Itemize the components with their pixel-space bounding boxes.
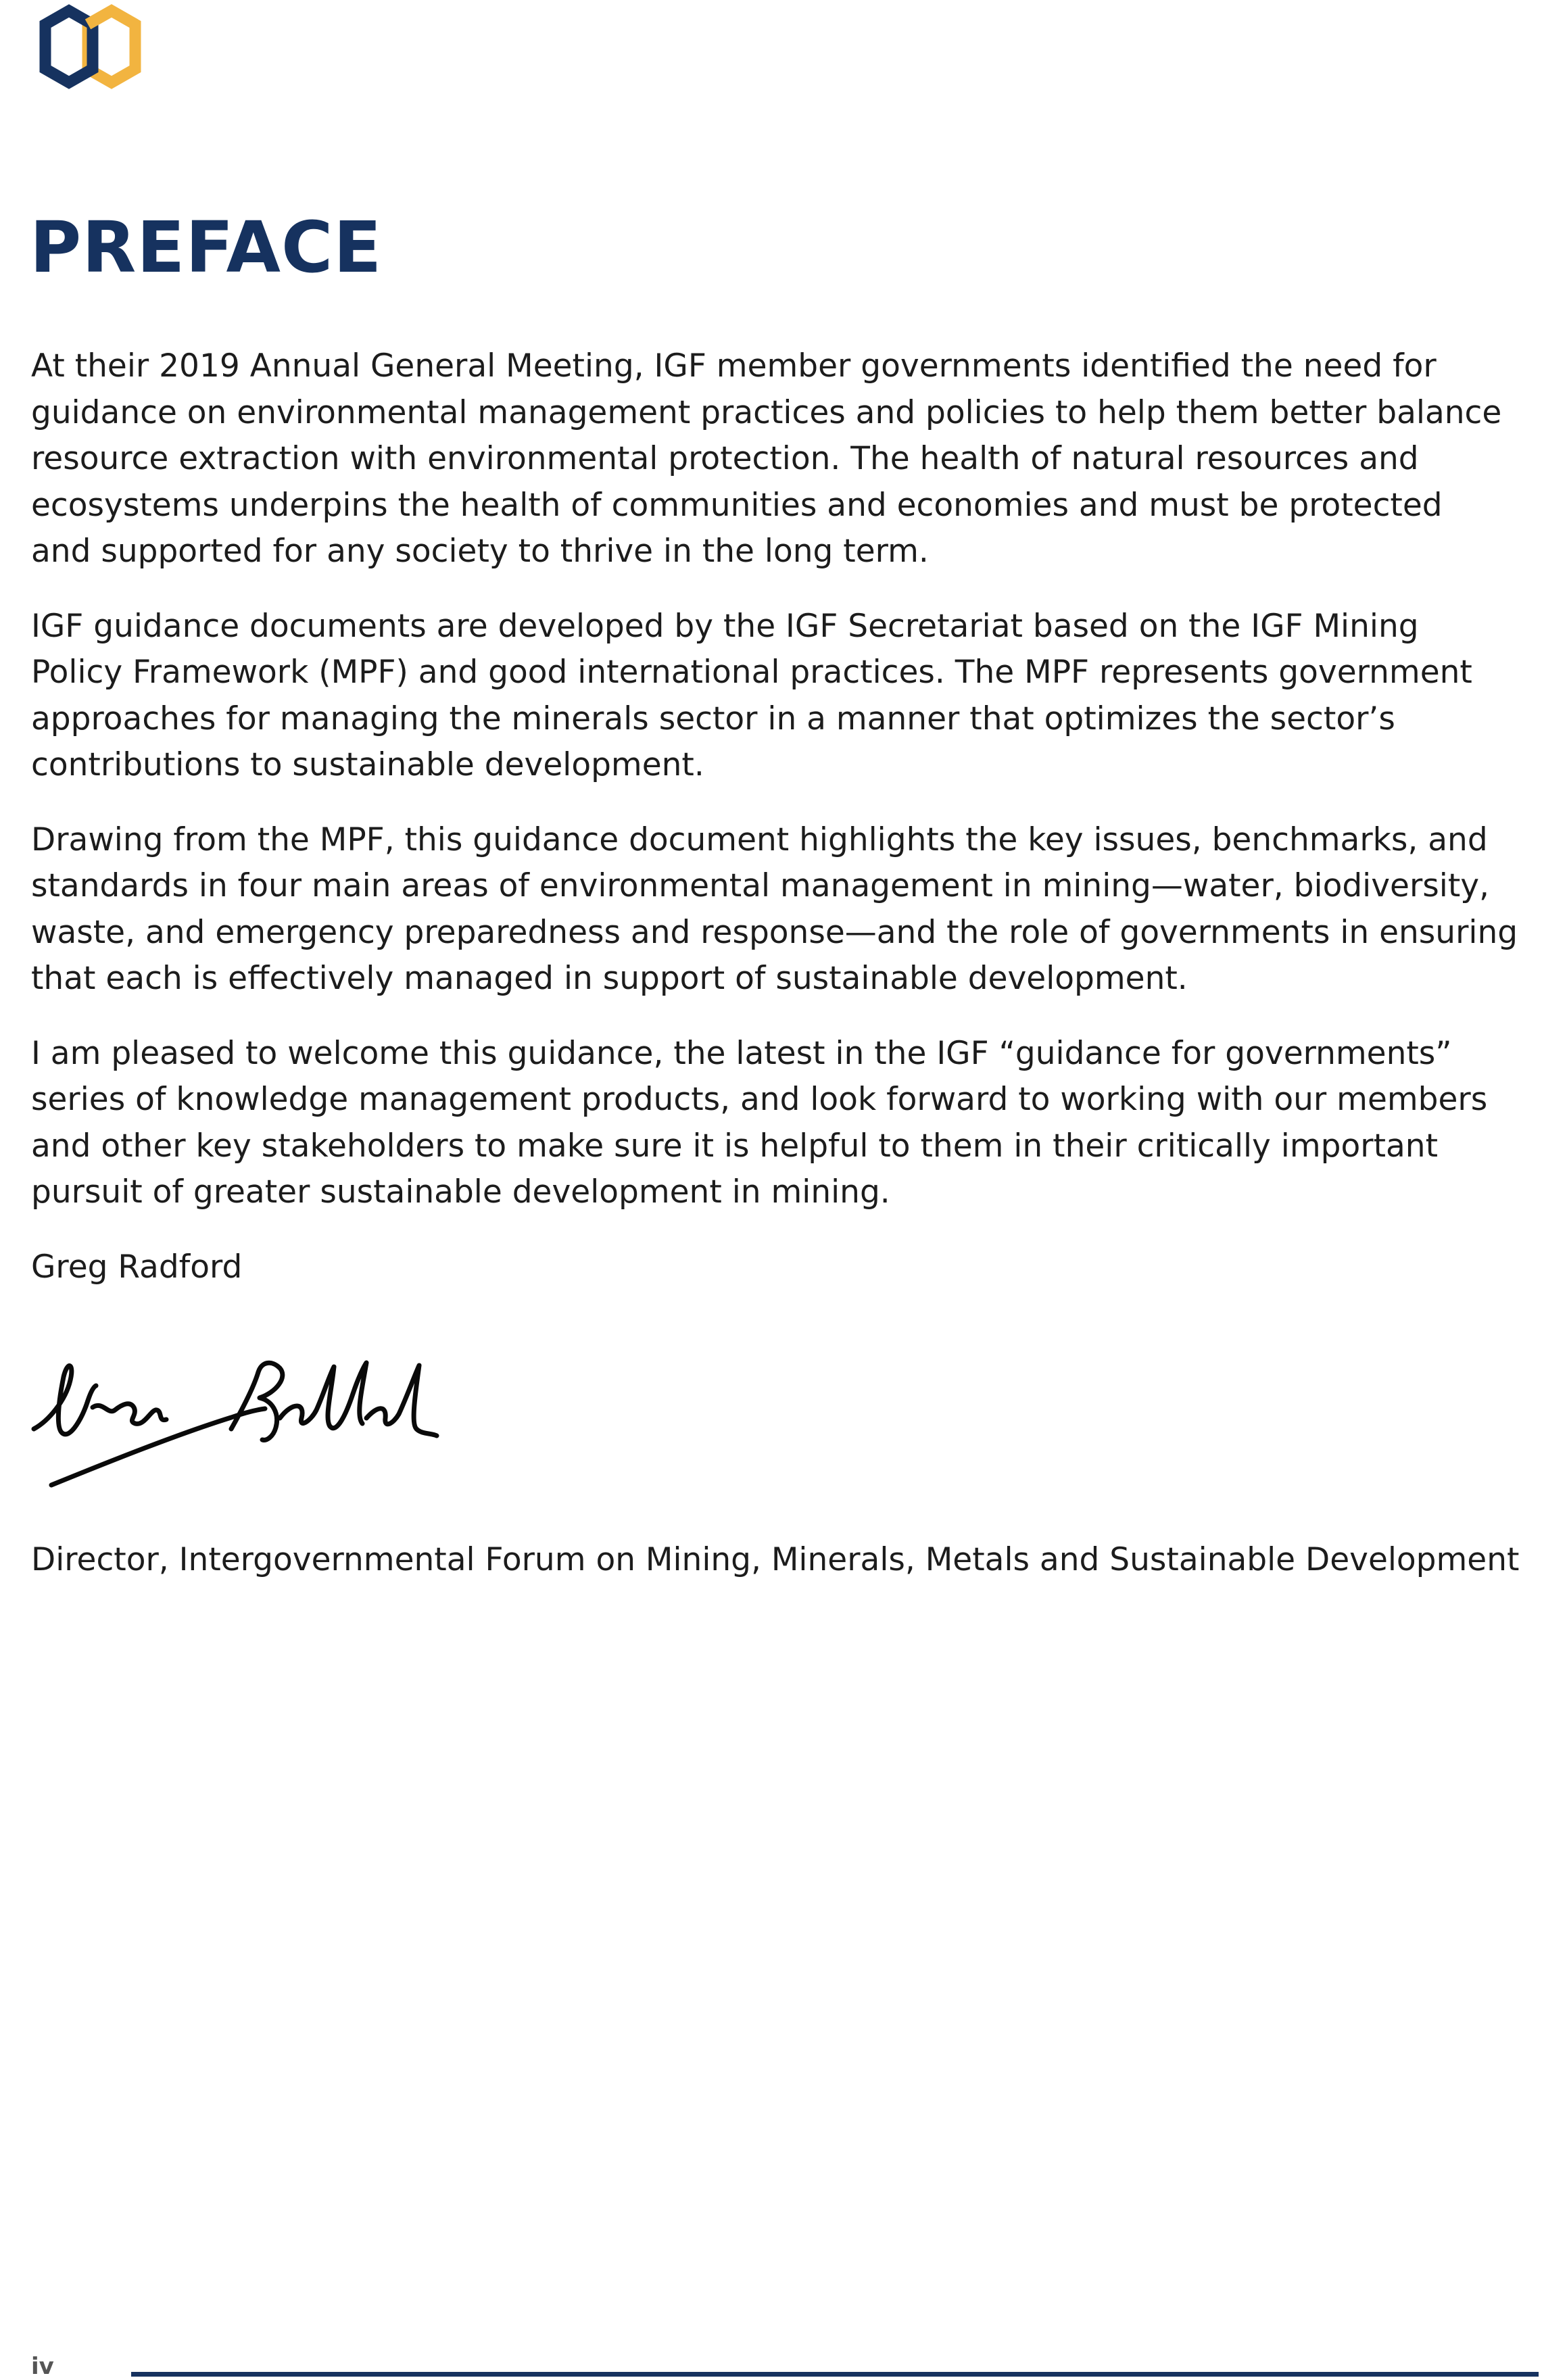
handwritten-signature bbox=[28, 1353, 441, 1509]
paragraph-line: and other key stakeholders to make sure it is helpful to them in their critically important bbox=[31, 1127, 1439, 1165]
paragraph-line: approaches for managing the minerals sector in a manner that optimizes the sector’s bbox=[31, 700, 1395, 737]
paragraph-line: IGF guidance documents are developed by the IGF Secretariat based on the IGF Mining bbox=[31, 607, 1419, 645]
signatory-role: Director, Intergovernmental Forum on Mining, Minerals, Metals and Sustainable Development bbox=[31, 1541, 1520, 1578]
footer-divider bbox=[131, 2372, 1539, 2377]
logo-gold-overlap bbox=[88, 11, 135, 24]
paragraph bbox=[31, 1031, 1539, 1216]
paragraph bbox=[31, 343, 1539, 575]
paragraph-line: waste, and emergency preparedness and response—and the role of governments in ensuring bbox=[31, 913, 1518, 951]
paragraph-line: ecosystems underpins the health of communities and economies and must be protected bbox=[31, 486, 1443, 524]
paragraph-line: guidance on environmental management practices and policies to help them better balance bbox=[31, 393, 1502, 431]
paragraph-line: resource extraction with environmental protection. The health of natural resources and bbox=[31, 440, 1419, 477]
paragraph-line: series of knowledge management products, and look forward to working with our members bbox=[31, 1081, 1488, 1118]
paragraph bbox=[31, 817, 1539, 1002]
paragraph-line: contributions to sustainable development. bbox=[31, 746, 704, 783]
paragraph-line: Drawing from the MPF, this guidance document highlights the key issues, benchmarks, and bbox=[31, 821, 1488, 858]
igf-logo bbox=[28, 0, 145, 101]
paragraph-line: and supported for any society to thrive in the long term. bbox=[31, 533, 929, 570]
paragraph-line: that each is effectively managed in support of sustainable development. bbox=[31, 960, 1188, 997]
preface-body bbox=[31, 343, 1539, 1290]
paragraph-line: pursuit of greater sustainable development in mining. bbox=[31, 1173, 890, 1211]
page-title: PREFACE bbox=[30, 206, 383, 289]
signatory-name: Greg Radford bbox=[31, 1248, 243, 1286]
paragraph-line: At their 2019 Annual General Meeting, IGF member governments identified the need for bbox=[31, 347, 1437, 385]
paragraph bbox=[31, 604, 1539, 789]
paragraph-line: I am pleased to welcome this guidance, the latest in the IGF “guidance for governments” bbox=[31, 1034, 1452, 1072]
paragraph-line: Policy Framework (MPF) and good international practices. The MPF represents government bbox=[31, 654, 1472, 691]
paragraph-line: standards in four main areas of environmental management in mining—water, biodiversity, bbox=[31, 867, 1489, 904]
page-number: iv bbox=[31, 2353, 54, 2380]
